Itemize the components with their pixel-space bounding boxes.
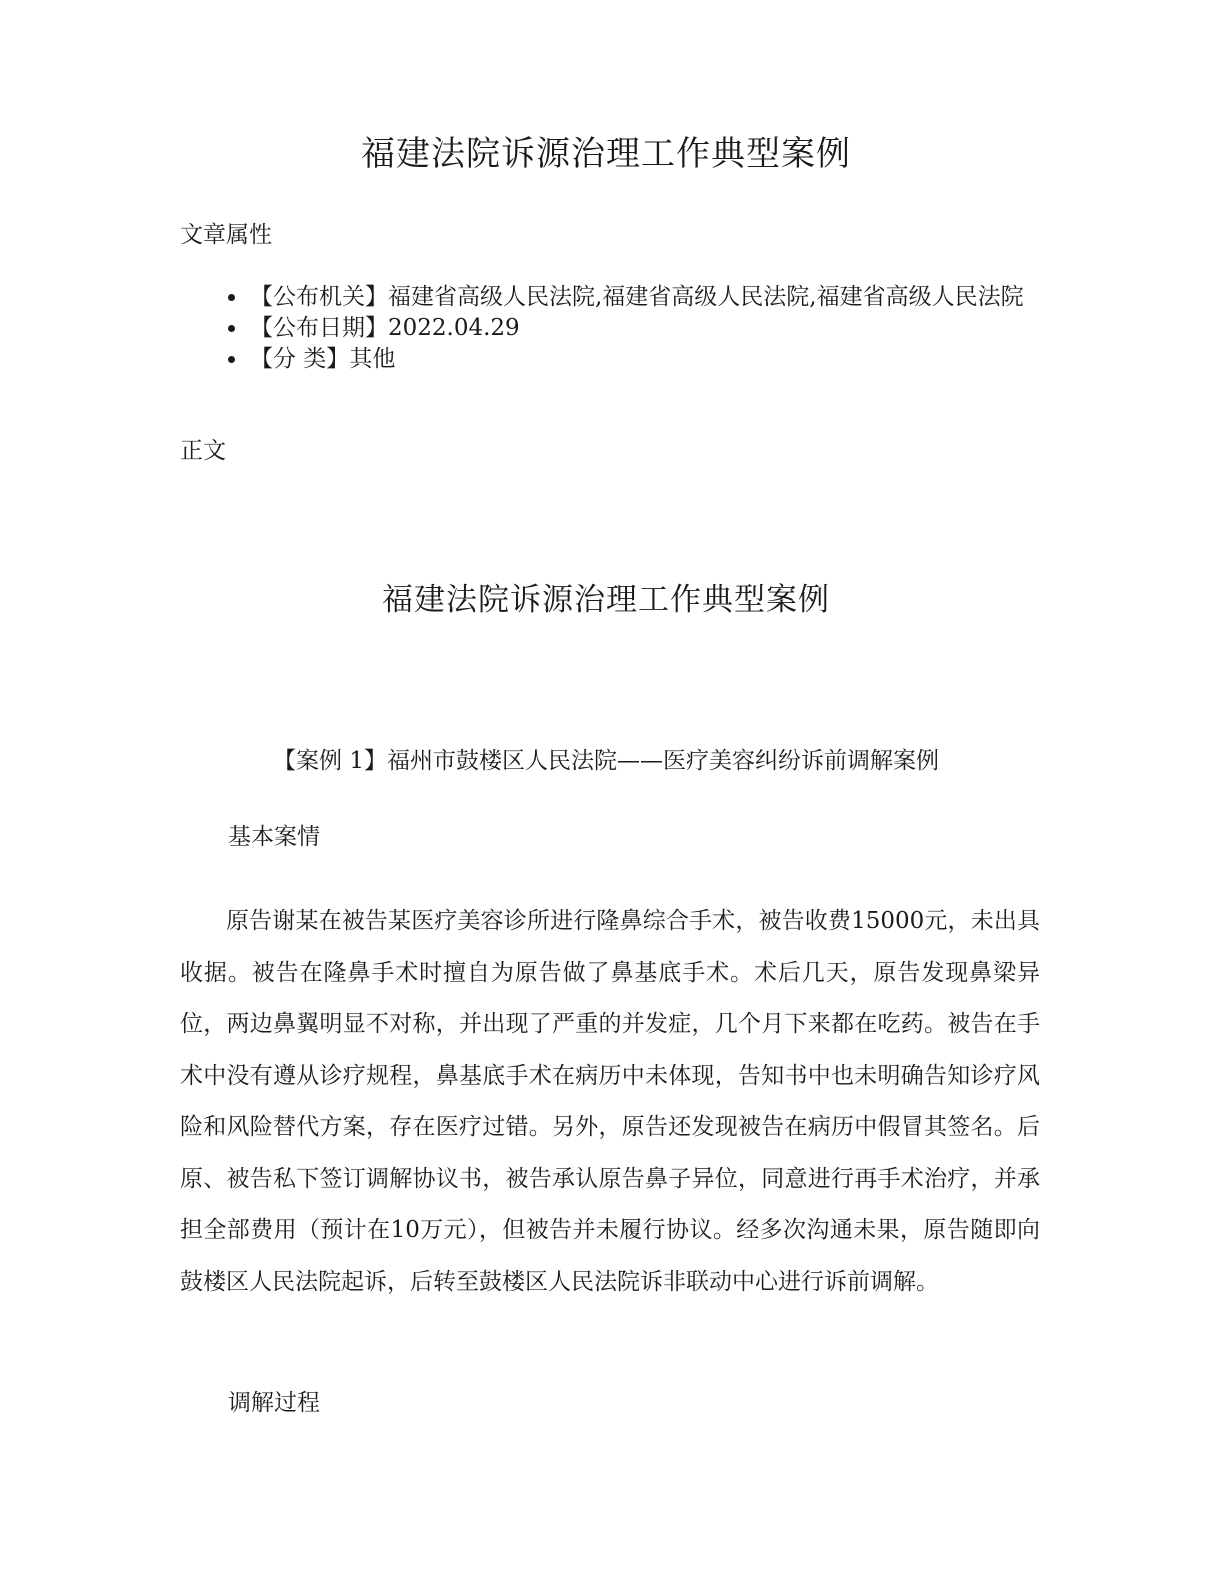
attribute-item-date bbox=[228, 313, 1048, 343]
attribute-key: 【分 类】 bbox=[250, 346, 350, 372]
attributes-list bbox=[228, 282, 1048, 375]
paragraph-basic-facts: 原告谢某在被告某医疗美容诊所进行隆鼻综合手术，被告收费15000元，未出具收据。被告在隆鼻手术时擅自为原告做了鼻基底手术。术后几天，原告发现鼻梁异位，两边鼻翼明显不对称，并出现了严重的并发症，几个月下来都在吃药。被告在手术中没有遵从诊疗规程，鼻基底手术在病历中未体现，告知书中也未明确告知诊疗风险和风险替代方案，存在医疗过错。另外，原告还发现被告在病历中假冒其签名。后原、被告私下签订调解协议书，被告承认原告鼻子异位，同意进行再手术治疗，并承担全部费用（预计在10万元），但被告并未履行协议。经多次沟通未果，原告随即向鼓楼区人民法院起诉，后转至鼓楼区人民法院诉非联动中心进行诉前调解。 bbox=[180, 908, 1040, 1295]
section-heading-basic: 基本案情 bbox=[228, 824, 320, 850]
attribute-value: 2022.04.29 bbox=[388, 315, 520, 341]
attribute-value: 福建省高级人民法院,福建省高级人民法院,福建省高级人民法院 bbox=[388, 284, 1024, 310]
document-title: 福建法院诉源治理工作典型案例 bbox=[361, 134, 851, 174]
bullet-icon bbox=[228, 325, 235, 332]
attribute-item-category bbox=[228, 344, 1048, 374]
section-heading-process: 调解过程 bbox=[228, 1390, 320, 1416]
attribute-key: 【公布日期】 bbox=[250, 315, 388, 341]
bullet-icon bbox=[228, 356, 235, 363]
attribute-key: 【公布机关】 bbox=[250, 284, 388, 310]
attribute-value: 其他 bbox=[349, 346, 396, 372]
attribute-item-publisher bbox=[228, 282, 1048, 312]
attributes-label: 文章属性 bbox=[180, 222, 272, 248]
body-label: 正文 bbox=[180, 438, 226, 464]
body-title: 福建法院诉源治理工作典型案例 bbox=[382, 582, 830, 618]
bullet-icon bbox=[228, 294, 235, 301]
case-heading: 【案例 1】福州市鼓楼区人民法院——医疗美容纠纷诉前调解案例 bbox=[273, 748, 939, 774]
